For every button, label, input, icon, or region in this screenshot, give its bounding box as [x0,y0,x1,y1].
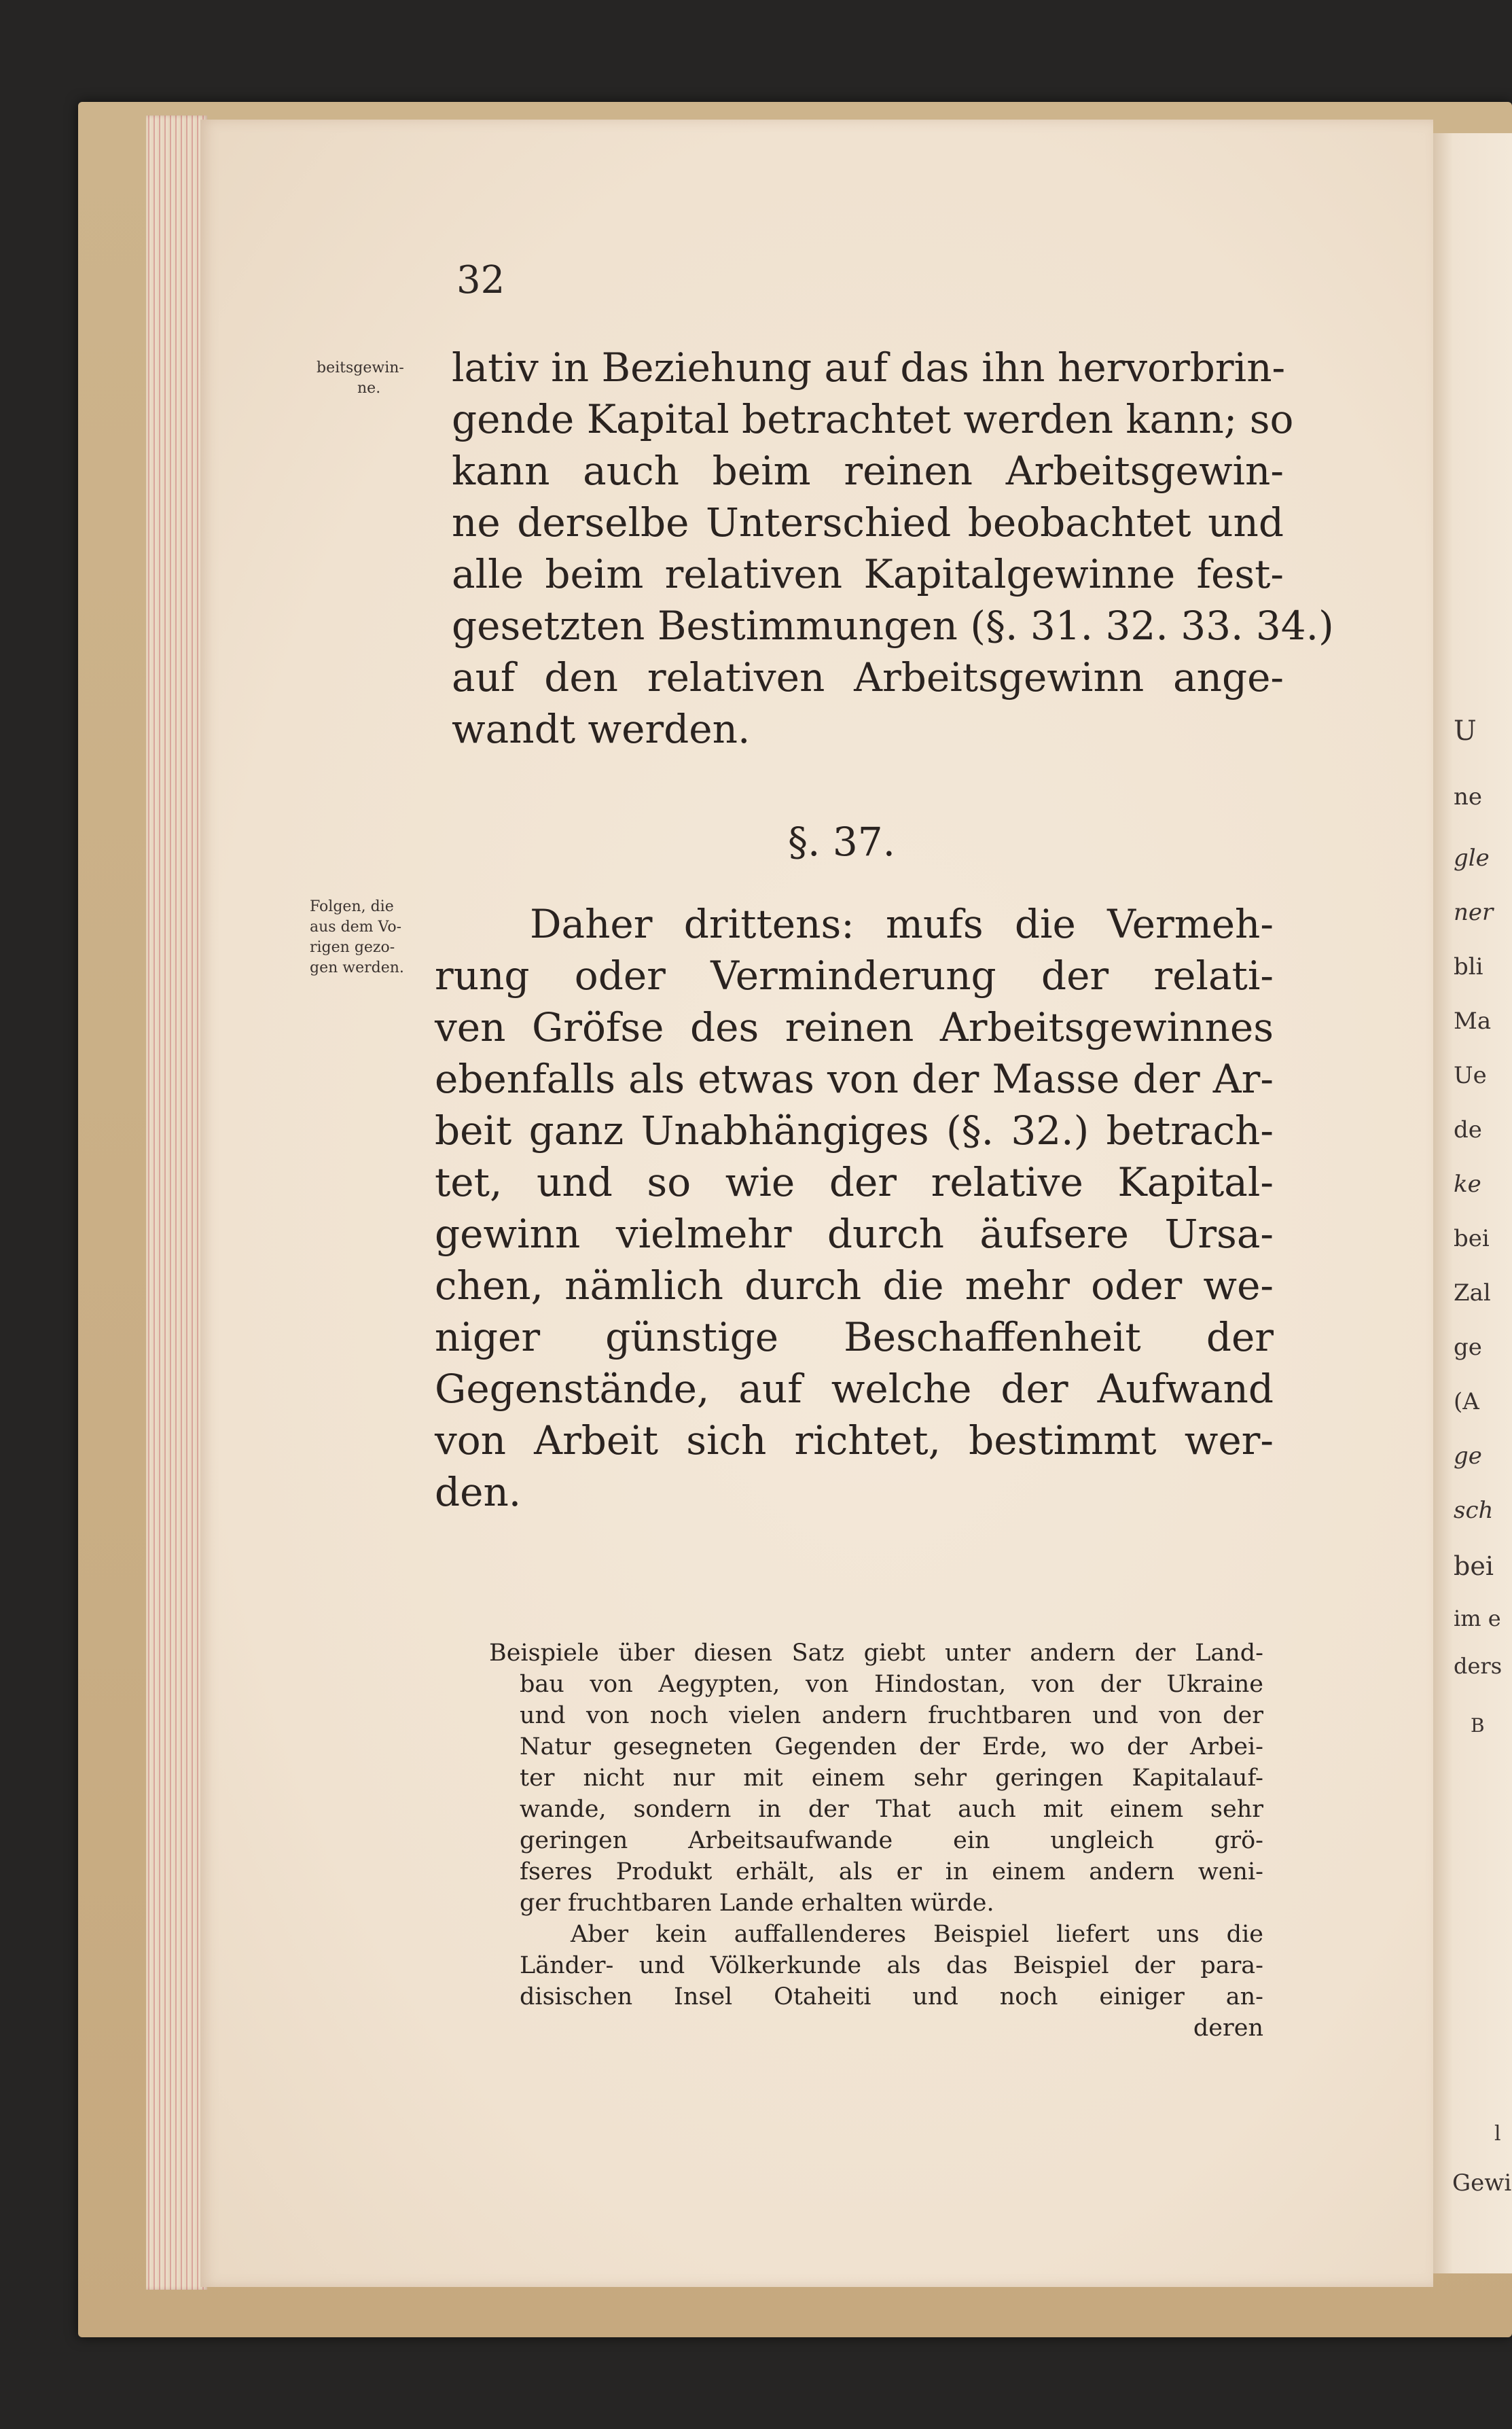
facing-fragment: Gewi [1452,2169,1512,2197]
facing-fragment: bli [1454,953,1483,980]
margin-note-middle [310,897,404,978]
facing-fragment: ner [1454,899,1494,926]
footnote-line: geringen Arbeitsaufwande ein ungleich grö- [520,1827,1263,1854]
footnote [489,1637,1263,2044]
margin-note-line: Folgen, die [310,898,394,915]
margin-note-line: gen werden. [310,959,404,976]
text-line: gende Kapital betrachtet werden kann; so [452,396,1294,442]
paragraph-1 [452,342,1334,755]
facing-fragment: de [1454,1116,1482,1143]
footnote-line: ger fruchtbaren Lande erhalten würde. [520,1890,994,1917]
footnote-line: Aber kein auffallenderes Beispiel liefert uns die [571,1921,1263,1948]
footnote-line: ter nicht nur mit einem sehr geringen Kapitalauf- [520,1765,1263,1792]
text-line: alle beim relativen Kapitalgewinne fest- [452,551,1284,597]
footnote-line: deren [1193,2015,1263,2042]
text-line: tet, und so wie der relative Kapital- [435,1159,1274,1205]
margin-note-line: rigen gezo- [310,939,395,956]
facing-fragment: U [1454,715,1477,747]
footnote-line: Beispiele über diesen Satz giebt unter andern der Land- [489,1639,1263,1667]
margin-note-top [317,358,404,399]
margin-note-line: aus dem Vo- [310,919,402,936]
paragraph-2 [435,898,1274,1518]
facing-fragment: l [1494,2122,1501,2146]
text-line: wandt werden. [452,706,751,752]
text-line: kann auch beim reinen Arbeitsgewin- [452,448,1284,494]
facing-fragment: ne [1454,783,1483,811]
margin-note-line: beitsgewin- [317,359,404,376]
facing-fragment: ders [1454,1653,1502,1679]
page-number: 32 [456,258,505,302]
facing-fragment: ge [1454,1442,1482,1470]
text-line: niger günstige Beschaffenheit der [435,1314,1274,1360]
facing-fragment: (A [1454,1388,1479,1415]
text-line: gewinn vielmehr durch äufsere Ursa- [435,1211,1274,1257]
facing-fragment: Zal [1454,1279,1491,1307]
facing-fragment: Ma [1454,1008,1492,1035]
facing-fragment: im e [1454,1606,1501,1631]
facing-fragment: Ue [1454,1062,1487,1089]
text-line: beit ganz Unabhängiges (§. 32.) betrach- [435,1107,1274,1154]
facing-fragment: ge [1454,1334,1482,1361]
section-heading: §. 37. [788,819,896,865]
text-line: Gegenstände, auf welche der Aufwand [435,1366,1274,1412]
text-line: den. [435,1469,522,1515]
facing-fragment: bei [1454,1225,1490,1252]
footnote-line: disischen Insel Otaheiti und noch einiger an- [520,1983,1263,2010]
text-line: ne derselbe Unterschied beobachtet und [452,499,1284,546]
footnote-line: und von noch vielen andern fruchtbaren und von der [520,1702,1263,1729]
margin-note-line: ne. [357,380,381,397]
footnote-line: Länder- und Völkerkunde als das Beispiel der para- [520,1952,1263,1979]
text-line: ven Gröfse des reinen Arbeitsgewinnes [435,1004,1274,1050]
text-line: von Arbeit sich richtet, bestimmt wer- [435,1417,1274,1464]
facing-page [1433,133,1512,2273]
facing-fragment: bei [1454,1551,1494,1581]
facing-fragment: sch [1454,1497,1494,1524]
footnote-line: fseres Produkt erhält, als er in einem andern weni- [520,1858,1263,1885]
facing-fragment: B [1471,1714,1485,1737]
text-line: lativ in Beziehung auf das ihn hervorbrin- [452,344,1286,391]
facing-fragment: gle [1454,845,1490,872]
text-line: ebenfalls als etwas von der Masse der Ar- [435,1056,1274,1102]
page-edges [146,116,207,2290]
footnote-line: wande, sondern in der That auch mit einem sehr [520,1796,1263,1823]
footnote-line: Natur gesegneten Gegenden der Erde, wo der Arbei- [520,1733,1263,1760]
text-line: rung oder Verminderung der relati- [435,953,1274,999]
text-line: chen, nämlich durch die mehr oder we- [435,1262,1274,1309]
text-line: Daher drittens: mufs die Vermeh- [530,901,1274,947]
footnote-line: bau von Aegypten, von Hindostan, von der Ukraine [520,1671,1263,1698]
text-line: auf den relativen Arbeitsgewinn ange- [452,654,1284,701]
text-line: gesetzten Bestimmungen (§. 31. 32. 33. 34.) [452,603,1334,649]
facing-fragment: ke [1454,1171,1481,1198]
